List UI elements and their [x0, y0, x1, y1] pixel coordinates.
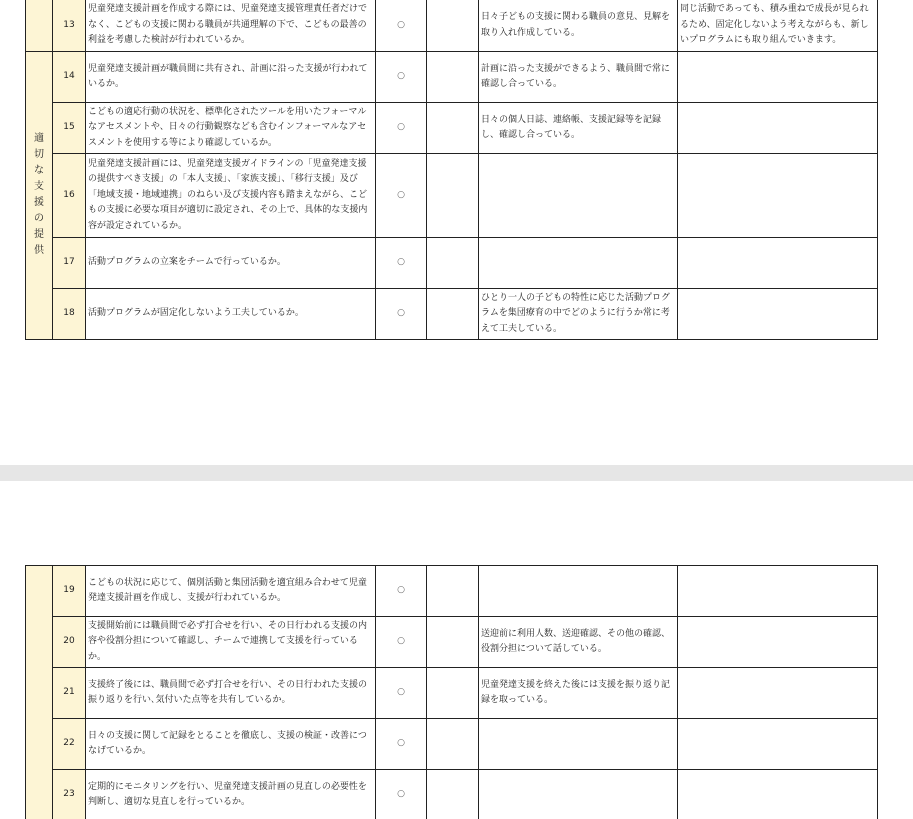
table-row [26, 52, 878, 103]
yes-mark: ○ [376, 52, 427, 103]
question-text: 支援開始前には職員間で必ず打合せを行い、その日行われる支援の内容や役割分担について確認し、チームで連携して支援を行っているか。 [86, 617, 376, 668]
yes-mark: ○ [376, 668, 427, 719]
page-break [0, 465, 913, 481]
improvement-text [678, 154, 878, 238]
table-row [26, 238, 878, 289]
page-sheet-lower [0, 481, 913, 819]
evaluation-table-upper [25, 0, 878, 340]
improvement-text [678, 617, 878, 668]
question-text: 支援終了後には、職員間で必ず打合せを行い、その日行われた支援の振り返りを行い､気付いた点等を共有しているか。 [86, 668, 376, 719]
table-row [26, 566, 878, 617]
no-cell [427, 668, 479, 719]
comment-text: ひとり一人の子どもの特性に応じた活動プログラムを集団療育の中でどのように行うか常に考えて工夫している。 [479, 289, 678, 340]
table-row [26, 289, 878, 340]
comment-text: 児童発達支援を終えた後には支援を振り返り記録を取っている。 [479, 668, 678, 719]
item-number: 14 [53, 52, 86, 103]
question-text: 活動プログラムが固定化しないよう工夫しているか。 [86, 289, 376, 340]
comment-text: 日々の個人日誌、連絡帳、支援記録等を記録し、確認し合っている。 [479, 103, 678, 154]
item-number: 23 [53, 770, 86, 819]
question-text: 活動プログラムの立案をチームで行っているか。 [86, 238, 376, 289]
comment-text [479, 719, 678, 770]
table-row [26, 617, 878, 668]
no-cell [427, 770, 479, 819]
category-cell [26, 52, 53, 340]
no-cell [427, 103, 479, 154]
comment-text [479, 238, 678, 289]
comment-text [479, 154, 678, 238]
no-cell [427, 566, 479, 617]
comment-text [479, 566, 678, 617]
improvement-text: 同じ活動であっても、積み重ねで成長が見られるため、固定化しないよう考えながらも、新しいプログラムにも取り組んでいきます。 [678, 0, 878, 52]
yes-mark: ○ [376, 0, 427, 52]
yes-mark: ○ [376, 566, 427, 617]
yes-mark: ○ [376, 103, 427, 154]
yes-mark: ○ [376, 770, 427, 819]
comment-text: 日々子どもの支援に関わる職員の意見、見解を取り入れ作成している。 [479, 0, 678, 52]
item-number: 19 [53, 566, 86, 617]
item-number: 18 [53, 289, 86, 340]
question-text: 児童発達支援計画を作成する際には、児童発達支援管理責任者だけでなく、こどもの支援に関わる職員が共通理解の下で、こどもの最善の利益を考慮した検討が行われているか。 [86, 0, 376, 52]
yes-mark: ○ [376, 719, 427, 770]
no-cell [427, 154, 479, 238]
table-row [26, 770, 878, 819]
question-text: 児童発達支援計画には、児童発達支援ガイドラインの「児童発達支援の提供すべき支援」の「本人支援」、「家族支援」、「移行支援」及び「地域支援・地域連携」のねらい及び支援内容も踏まえながら、こどもの支援に必要な項目が適切に設定され、その上で、具体的な支援内容が設定されているか。 [86, 154, 376, 238]
table-row [26, 0, 878, 52]
yes-mark: ○ [376, 289, 427, 340]
improvement-text [678, 52, 878, 103]
table-row [26, 154, 878, 238]
question-text: こどもの適応行動の状況を、標準化されたツールを用いたフォーマルなアセスメントや、日々の行動観察なども含むインフォーマルなアセスメントを使用する等により確認しているか。 [86, 103, 376, 154]
item-number: 21 [53, 668, 86, 719]
category-label: 適切な支援の提供 [34, 133, 44, 257]
question-text: 児童発達支援計画が職員間に共有され、計画に沿った支援が行われているか。 [86, 52, 376, 103]
yes-mark: ○ [376, 154, 427, 238]
no-cell [427, 0, 479, 52]
improvement-text [678, 238, 878, 289]
item-number: 17 [53, 238, 86, 289]
table-row [26, 719, 878, 770]
improvement-text [678, 770, 878, 819]
no-cell [427, 617, 479, 668]
comment-text: 送迎前に利用人数、送迎確認、その他の確認、役割分担について話している。 [479, 617, 678, 668]
question-text: こどもの状況に応じて、個別活動と集団活動を適宜組み合わせて児童発達支援計画を作成し、支援が行われているか。 [86, 566, 376, 617]
comment-text [479, 770, 678, 819]
improvement-text [678, 719, 878, 770]
evaluation-table-lower [25, 565, 878, 819]
improvement-text [678, 289, 878, 340]
no-cell [427, 238, 479, 289]
improvement-text [678, 566, 878, 617]
item-number: 16 [53, 154, 86, 238]
no-cell [427, 289, 479, 340]
item-number: 13 [53, 0, 86, 52]
item-number: 15 [53, 103, 86, 154]
item-number: 22 [53, 719, 86, 770]
item-number: 20 [53, 617, 86, 668]
category-cell-continued [26, 566, 53, 819]
category-cell-spacer [26, 0, 53, 52]
yes-mark: ○ [376, 238, 427, 289]
improvement-text [678, 668, 878, 719]
no-cell [427, 719, 479, 770]
yes-mark: ○ [376, 617, 427, 668]
table-row [26, 103, 878, 154]
comment-text: 計画に沿った支援ができるよう、職員間で常に確認し合っている。 [479, 52, 678, 103]
question-text: 定期的にモニタリングを行い、児童発達支援計画の見直しの必要性を判断し、適切な見直しを行っているか。 [86, 770, 376, 819]
table-row [26, 668, 878, 719]
question-text: 日々の支援に関して記録をとることを徹底し、支援の検証・改善につなげているか。 [86, 719, 376, 770]
improvement-text [678, 103, 878, 154]
no-cell [427, 52, 479, 103]
